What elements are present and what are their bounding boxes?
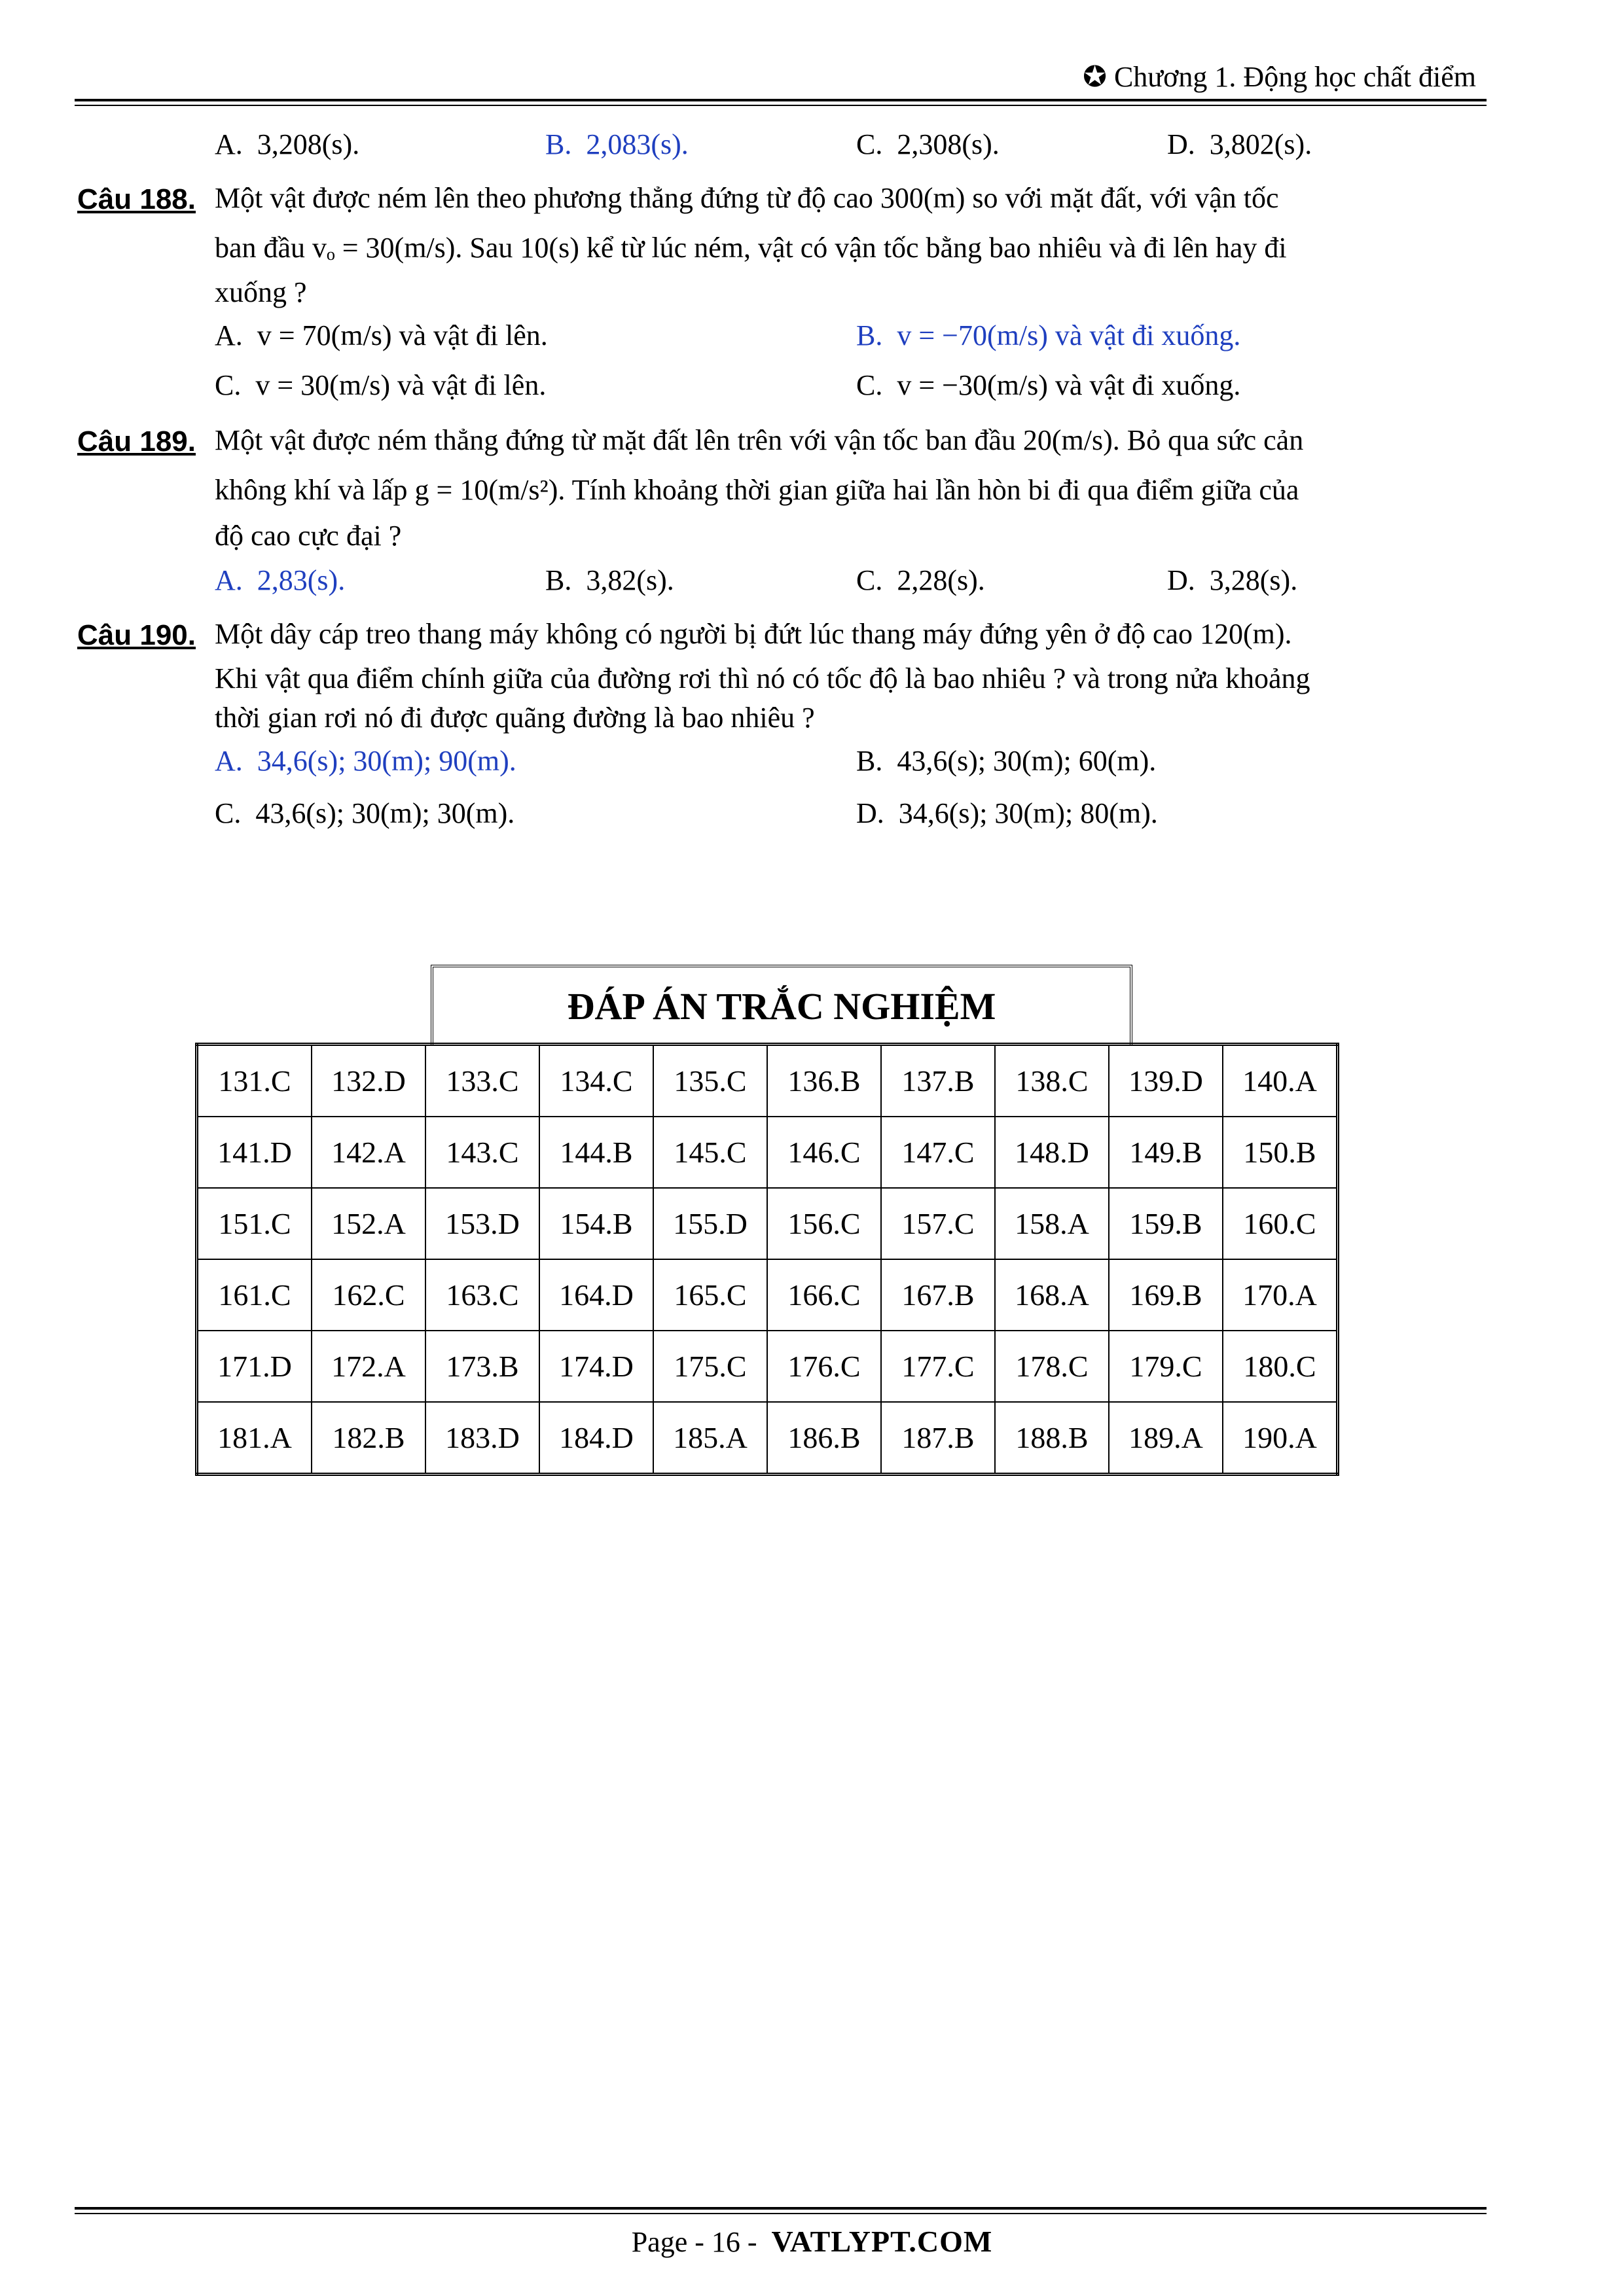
- answer-cell: 139.D: [1109, 1045, 1223, 1117]
- answer-cell: 189.A: [1109, 1402, 1223, 1475]
- answer-cell: 159.B: [1109, 1188, 1223, 1259]
- question-number: Câu 189.: [77, 425, 196, 457]
- answer-cell: 160.C: [1223, 1188, 1338, 1259]
- answer-row: [197, 1402, 1338, 1475]
- answer-cell: 183.D: [425, 1402, 539, 1475]
- answer-row: [197, 1331, 1338, 1402]
- answer-cell: 149.B: [1109, 1117, 1223, 1188]
- answer-cell: 137.B: [881, 1045, 995, 1117]
- question-text-line: Khi vật qua điểm chính giữa của đường rơi thì nó có tốc độ là bao nhiêu ? và trong nửa khoảng: [215, 662, 1310, 694]
- answer-cell: 170.A: [1223, 1259, 1338, 1331]
- answer-cell: 155.D: [653, 1188, 767, 1259]
- option-b: B. 43,6(s); 30(m); 60(m).: [856, 745, 1157, 777]
- answer-cell: 141.D: [197, 1117, 312, 1188]
- question-188: [77, 173, 1485, 312]
- answer-cell: 175.C: [653, 1331, 767, 1402]
- answer-cell: 164.D: [539, 1259, 653, 1331]
- answer-cell: 161.C: [197, 1259, 312, 1331]
- question-text-line: không khí và lấp g = 10(m/s²). Tính khoảng thời gian giữa hai lần hòn bi đi qua điểm giữa của: [215, 474, 1299, 506]
- answer-cell: 179.C: [1109, 1331, 1223, 1402]
- question-text-line: Một vật được ném thẳng đứng từ mặt đất lên trên với vận tốc ban đầu 20(m/s). Bỏ qua sức cản: [215, 424, 1304, 456]
- answer-cell: 153.D: [425, 1188, 539, 1259]
- prev-question-options: [215, 121, 1485, 173]
- option-b: B. 2,083(s).: [545, 128, 689, 160]
- option-a: A. 3,208(s).: [215, 128, 360, 160]
- answer-cell: 165.C: [653, 1259, 767, 1331]
- answer-cell: 152.A: [312, 1188, 425, 1259]
- answer-row: [197, 1045, 1338, 1117]
- answer-cell: 133.C: [425, 1045, 539, 1117]
- answer-cell: 182.B: [312, 1402, 425, 1475]
- option-d: C. v = −30(m/s) và vật đi xuống.: [856, 369, 1241, 401]
- answer-cell: 138.C: [995, 1045, 1109, 1117]
- answer-cell: 173.B: [425, 1331, 539, 1402]
- question-number: Câu 188.: [77, 183, 196, 215]
- answer-cell: 145.C: [653, 1117, 767, 1188]
- answer-cell: 151.C: [197, 1188, 312, 1259]
- answer-cell: 185.A: [653, 1402, 767, 1475]
- answer-cell: 135.C: [653, 1045, 767, 1117]
- answer-key-title: ĐÁP ÁN TRẮC NGHIỆM: [431, 965, 1132, 1045]
- answer-cell: 147.C: [881, 1117, 995, 1188]
- answer-cell: 156.C: [767, 1188, 881, 1259]
- answer-cell: 188.B: [995, 1402, 1109, 1475]
- answer-cell: 176.C: [767, 1331, 881, 1402]
- answer-cell: 136.B: [767, 1045, 881, 1117]
- header-rule: [75, 99, 1487, 101]
- answer-cell: 180.C: [1223, 1331, 1338, 1402]
- option-d: D. 3,802(s).: [1167, 128, 1312, 160]
- answer-cell: 131.C: [197, 1045, 312, 1117]
- answer-cell: 162.C: [312, 1259, 425, 1331]
- answer-cell: 171.D: [197, 1331, 312, 1402]
- answer-cell: 187.B: [881, 1402, 995, 1475]
- option-d: D. 3,28(s).: [1167, 564, 1298, 596]
- question-text-line: độ cao cực đại ?: [215, 520, 402, 552]
- answer-cell: 146.C: [767, 1117, 881, 1188]
- question-text-line: Một vật được ném lên theo phương thẳng đứng từ độ cao 300(m) so với mặt đất, với vận tốc: [215, 182, 1279, 214]
- answer-cell: 169.B: [1109, 1259, 1223, 1331]
- question-text-line: Một dây cáp treo thang máy không có người bị đứt lúc thang máy đứng yên ở độ cao 120(m).: [215, 618, 1292, 650]
- option-b: B. 3,82(s).: [545, 564, 674, 596]
- option-d: D. 34,6(s); 30(m); 80(m).: [856, 797, 1158, 829]
- answer-cell: 186.B: [767, 1402, 881, 1475]
- answer-cell: 142.A: [312, 1117, 425, 1188]
- footer-rule: [75, 2207, 1487, 2210]
- answer-cell: 158.A: [995, 1188, 1109, 1259]
- question-190-options-row2: [215, 790, 1485, 842]
- answer-cell: 154.B: [539, 1188, 653, 1259]
- question-189-options: [215, 557, 1485, 609]
- answer-cell: 143.C: [425, 1117, 539, 1188]
- chapter-header: ✪ Chương 1. Động học chất điểm: [1083, 61, 1476, 93]
- option-c: C. v = 30(m/s) và vật đi lên.: [215, 369, 547, 401]
- answer-cell: 157.C: [881, 1188, 995, 1259]
- answer-cell: 134.C: [539, 1045, 653, 1117]
- question-188-options-row1: [215, 312, 1485, 362]
- question-188-options-row2: [215, 362, 1485, 416]
- answer-key-table: [195, 1043, 1339, 1476]
- footer-rule-thin: [75, 2213, 1487, 2214]
- answer-cell: 148.D: [995, 1117, 1109, 1188]
- answer-cell: 163.C: [425, 1259, 539, 1331]
- answer-cell: 150.B: [1223, 1117, 1338, 1188]
- answer-cell: 168.A: [995, 1259, 1109, 1331]
- answer-cell: 144.B: [539, 1117, 653, 1188]
- question-190-options-row1: [215, 738, 1485, 790]
- option-a: A. 34,6(s); 30(m); 90(m).: [215, 745, 516, 777]
- answer-cell: 181.A: [197, 1402, 312, 1475]
- option-c: C. 2,308(s).: [856, 128, 1000, 160]
- answer-cell: 172.A: [312, 1331, 425, 1402]
- answer-row: [197, 1188, 1338, 1259]
- option-c: C. 2,28(s).: [856, 564, 985, 596]
- answer-cell: 166.C: [767, 1259, 881, 1331]
- page-number: Page - 16 -: [631, 2226, 757, 2258]
- question-number: Câu 190.: [77, 619, 196, 651]
- option-a: A. 2,83(s).: [215, 564, 346, 596]
- answer-cell: 178.C: [995, 1331, 1109, 1402]
- question-189: [77, 416, 1485, 557]
- page-footer: [0, 2224, 1624, 2259]
- option-c: C. 43,6(s); 30(m); 30(m).: [215, 797, 515, 829]
- answer-cell: 174.D: [539, 1331, 653, 1402]
- answer-cell: 184.D: [539, 1402, 653, 1475]
- question-190: [77, 609, 1485, 738]
- header-rule-thin: [75, 105, 1487, 106]
- answer-cell: 140.A: [1223, 1045, 1338, 1117]
- answer-cell: 167.B: [881, 1259, 995, 1331]
- question-text-line: xuống ?: [215, 276, 307, 308]
- answer-row: [197, 1259, 1338, 1331]
- answer-cell: 190.A: [1223, 1402, 1338, 1475]
- site-name: VATLYPT.COM: [771, 2225, 993, 2258]
- page-content: [77, 121, 1485, 842]
- option-b: B. v = −70(m/s) và vật đi xuống.: [856, 319, 1241, 351]
- option-a: A. v = 70(m/s) và vật đi lên.: [215, 319, 548, 351]
- question-text-line: thời gian rơi nó đi được quãng đường là bao nhiêu ?: [215, 702, 815, 734]
- question-text-line: ban đầu vₒ = 30(m/s). Sau 10(s) kể từ lúc ném, vật có vận tốc bằng bao nhiêu và đi lên hay đi: [215, 232, 1287, 264]
- answer-row: [197, 1117, 1338, 1188]
- answer-cell: 132.D: [312, 1045, 425, 1117]
- answer-cell: 177.C: [881, 1331, 995, 1402]
